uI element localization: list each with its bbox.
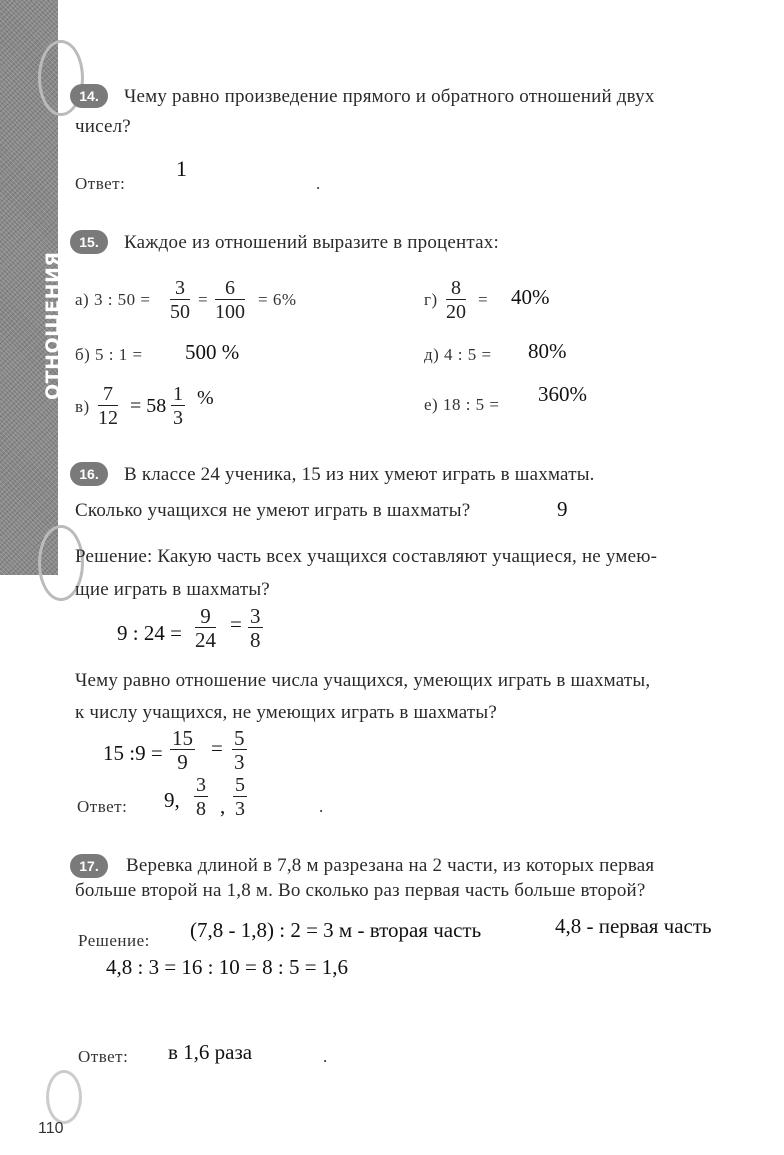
problem-number-badge: 17.	[70, 854, 108, 878]
answer-label: Ответ:	[78, 1047, 129, 1066]
problem-number-badge: 16.	[70, 462, 108, 486]
item-b-label: б) 5 : 1 =	[75, 345, 143, 364]
solution-step1: (7,8 - 1,8) : 2 = 3 м - вторая часть	[190, 918, 482, 942]
answer-fraction-1	[194, 774, 208, 821]
item-d-label: д) 4 : 5 =	[424, 345, 492, 364]
page-number: 110	[38, 1120, 64, 1137]
question2-line1: Чему равно отношение числа учащихся, умеющих играть в шахматы,	[75, 670, 651, 691]
denominator: 100	[215, 301, 245, 323]
numerator: 3	[250, 604, 261, 628]
answer-fraction-2	[233, 774, 247, 821]
denominator: 24	[195, 628, 216, 652]
item-a-result: = 6%	[258, 290, 297, 309]
item-e-label: е) 18 : 5 =	[424, 395, 500, 414]
item-b-answer: 500 %	[185, 340, 240, 364]
decorative-arc	[46, 1070, 82, 1124]
denominator: 9	[177, 750, 188, 774]
equals-sign: =	[478, 290, 489, 309]
calc2-fraction-1	[170, 727, 195, 774]
item-g-fraction	[446, 277, 466, 324]
item-e-answer: 360%	[538, 382, 587, 406]
equals-sign: =	[230, 612, 242, 636]
solution-step3: 4,8 : 3 = 16 : 10 = 8 : 5 = 1,6	[106, 955, 349, 979]
sidebar-label: ОТНОШЕНИЯ	[42, 251, 64, 400]
denominator: 20	[446, 301, 466, 323]
item-v-fraction	[98, 383, 118, 430]
calc2-fraction-2	[232, 727, 247, 774]
solution-step2: 4,8 - первая часть	[555, 914, 712, 938]
item-g-label: г)	[424, 290, 438, 309]
item-v-label: в)	[75, 397, 90, 416]
numerator: 15	[172, 726, 193, 750]
calc2-lhs: 15 :9 =	[103, 741, 163, 765]
numerator: 3	[196, 774, 206, 796]
denominator: 12	[98, 407, 118, 429]
question2-line2: к числу учащихся, не умеющих играть в шахматы?	[75, 702, 498, 723]
answer-end: .	[316, 174, 321, 193]
solution-line2: щие играть в шахматы?	[75, 579, 270, 600]
problem-number-badge: 15.	[70, 230, 108, 254]
numerator: 5	[235, 774, 245, 796]
item-v-whole: = 58	[130, 395, 167, 417]
item-v-percent: %	[197, 387, 214, 409]
numerator: 1	[173, 383, 183, 405]
sidebar-band	[0, 0, 64, 575]
problem-16-line2: Сколько учащихся не умеют играть в шахматы?	[75, 500, 471, 521]
problem-16-line1: В классе 24 ученика, 15 из них умеют играть в шахматы.	[124, 464, 595, 485]
problem-16-quick-answer: 9	[557, 497, 568, 521]
answer-label: Ответ:	[77, 797, 128, 816]
calc1-lhs: 9 : 24 =	[117, 621, 182, 645]
problem-14-line1: Чему равно произведение прямого и обратного отношений двух	[124, 86, 655, 107]
item-d-answer: 80%	[528, 339, 567, 363]
item-a-fraction-2	[215, 277, 245, 324]
problem-15-text: Каждое из отношений выразите в процентах:	[124, 232, 499, 253]
denominator: 8	[250, 628, 261, 652]
equals-sign: =	[198, 290, 209, 309]
denominator: 3	[173, 407, 183, 429]
calc1-fraction-1	[195, 605, 216, 652]
equals-sign: =	[211, 736, 223, 760]
numerator: 7	[98, 383, 118, 406]
answer-value: 1	[176, 156, 187, 181]
problem-14-line2: чисел?	[75, 116, 131, 137]
answer-separator: ,	[220, 794, 226, 818]
numerator: 5	[234, 726, 245, 750]
item-v-mixed-fraction	[171, 383, 185, 430]
problem-number-badge: 14.	[70, 84, 108, 108]
solution-line1: Решение: Какую часть всех учащихся составляют учащиеся, не умею-	[75, 546, 658, 567]
answer-value: 9,	[164, 788, 180, 812]
denominator: 50	[170, 301, 190, 323]
problem-17-line2: больше второй на 1,8 м. Во сколько раз первая часть больше второй?	[75, 880, 646, 901]
solution-label: Решение:	[78, 931, 150, 950]
problem-17-line1: Веревка длиной в 7,8 м разрезана на 2 части, из которых первая	[126, 855, 655, 876]
answer-end: .	[323, 1047, 328, 1066]
answer-value: в 1,6 раза	[168, 1040, 253, 1064]
item-a-fraction-1	[170, 277, 190, 324]
numerator: 9	[195, 605, 216, 628]
item-a-label: а) 3 : 50 =	[75, 290, 151, 309]
calc1-fraction-2	[248, 605, 263, 652]
answer-end: .	[319, 797, 324, 816]
answer-label: Ответ:	[75, 174, 126, 193]
denominator: 8	[196, 798, 206, 820]
numerator: 8	[446, 277, 466, 300]
item-g-answer: 40%	[511, 285, 550, 309]
denominator: 3	[235, 798, 245, 820]
numerator: 3	[170, 277, 190, 300]
numerator: 6	[215, 277, 245, 300]
denominator: 3	[234, 750, 245, 774]
